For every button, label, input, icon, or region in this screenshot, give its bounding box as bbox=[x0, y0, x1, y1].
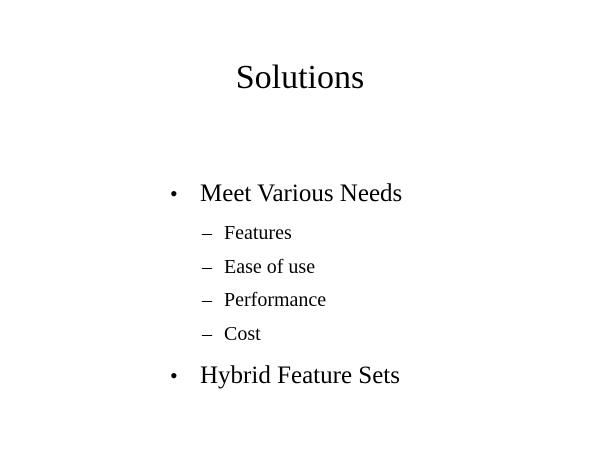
sub-item-performance bbox=[202, 284, 402, 318]
dash-marker: – bbox=[202, 255, 212, 278]
sub-item-ease-of-use bbox=[202, 251, 402, 285]
sub-item-text: Cost bbox=[224, 322, 261, 345]
bullet-text: Hybrid Feature Sets bbox=[200, 362, 400, 389]
sub-item-text: Ease of use bbox=[224, 255, 316, 278]
bullet-item-meet-various-needs bbox=[170, 175, 402, 351]
sub-bullet-list bbox=[202, 217, 402, 351]
bullet-marker: • bbox=[170, 181, 178, 206]
bullet-text: Meet Various Needs bbox=[200, 180, 403, 207]
sub-item-text: Features bbox=[224, 222, 292, 244]
dash-marker: – bbox=[202, 289, 212, 311]
bullet-list bbox=[170, 175, 402, 395]
dash-marker: – bbox=[202, 322, 212, 345]
slide-title: Solutions bbox=[235, 59, 365, 96]
bullet-marker: • bbox=[170, 363, 178, 388]
sub-item-text: Performance bbox=[224, 289, 327, 311]
bullet-item-hybrid-feature-sets bbox=[170, 357, 402, 395]
dash-marker: – bbox=[202, 222, 212, 244]
sub-item-cost bbox=[202, 318, 402, 352]
sub-item-features bbox=[202, 217, 402, 251]
